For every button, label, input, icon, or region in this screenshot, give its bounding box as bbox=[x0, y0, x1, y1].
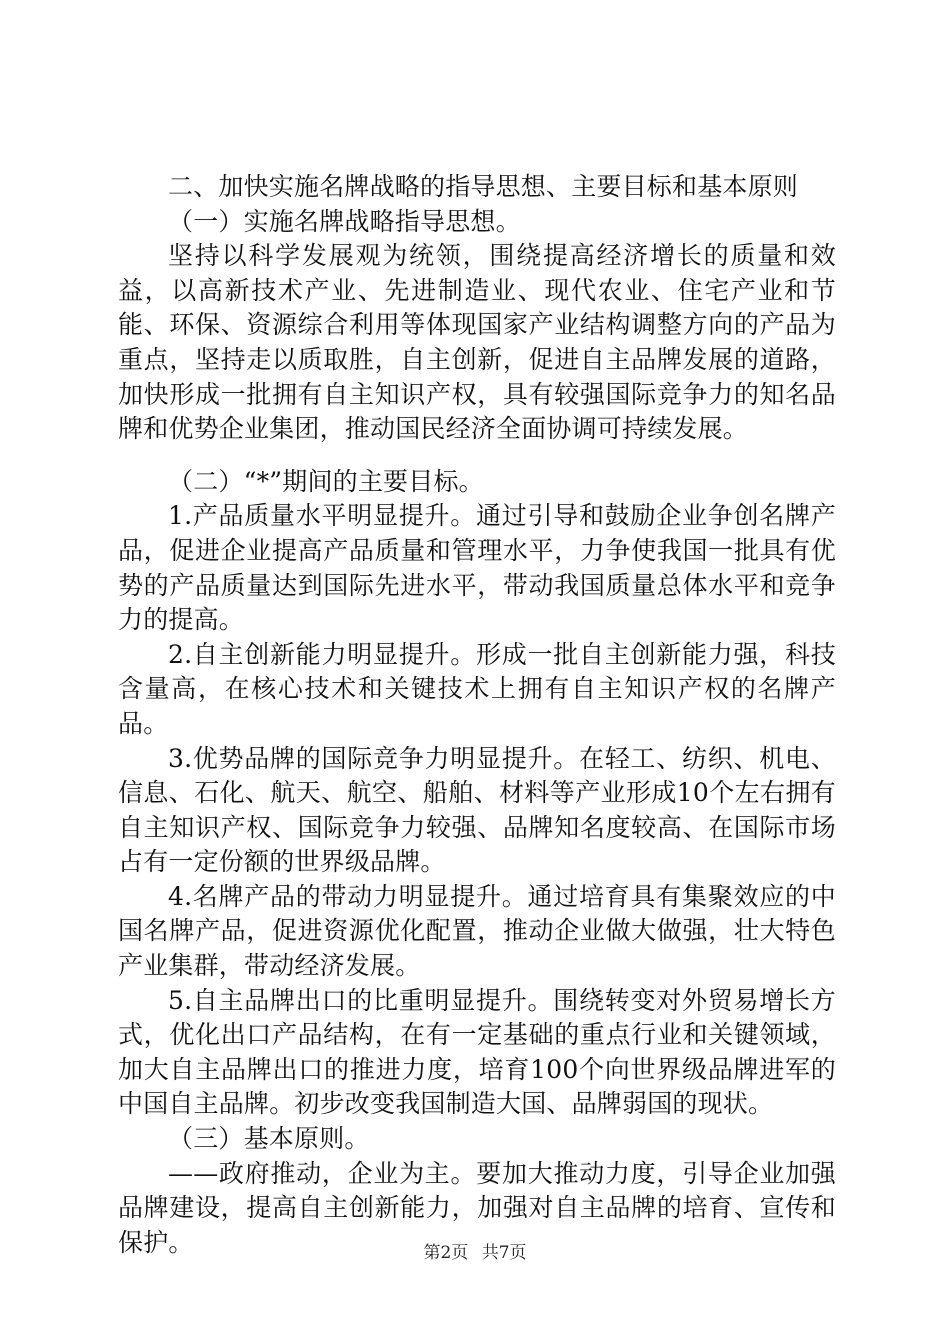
paragraph-principle-1: ——政府推动，企业为主。要加大推动力度，引导企业加强品牌建设，提高自主创新能力，加强对自主品牌的培育、宣传和保护。 bbox=[118, 1158, 836, 1257]
paragraph-goal-1: 1.产品质量水平明显提升。通过引导和鼓励企业争创名牌产品，促进企业提高产品质量和管理水平，力争使我国一批具有优势的产品质量达到国际先进水平，带动我国质量总体水平和竞争力的提高。 bbox=[118, 501, 836, 635]
paragraph-guiding-ideology: 坚持以科学发展观为统领，围绕提高经济增长的质量和效益，以高新技术产业、先进制造业、现代农业、住宅产业和节能、环保、资源综合利用等体现国家产业结构调整方向的产品为重点，坚持走以质取胜，自主创新，促进自主品牌发展的道路，加快形成一批拥有自主知识产权，具有较强国际竞争力的知名品牌和优势企业集团，推动国民经济全面协调可持续发展。 bbox=[118, 241, 836, 444]
document-body bbox=[118, 170, 836, 1260]
paragraph-goal-3: 3.优势品牌的国际竞争力明显提升。在轻工、纺织、机电、信息、石化、航天、航空、船舶、材料等产业形成10个左右拥有自主知识产权、国际竞争力较强、品牌知名度较高、在国际市场占有一定份额的世界级品牌。 bbox=[118, 743, 836, 877]
subsection-heading-guiding-ideology: （一）实施名牌战略指导思想。 bbox=[168, 206, 521, 236]
page-footer bbox=[0, 1241, 950, 1265]
section-heading: 二、加快实施名牌战略的指导思想、主要目标和基本原则 bbox=[168, 172, 799, 201]
subsection-heading-main-goals: （二）“*”期间的主要目标。 bbox=[168, 466, 484, 496]
paragraph-goal-4: 4.名牌产品的带动力明显提升。通过培育具有集聚效应的中国名牌产品，促进资源优化配置，推动企业做大做强，壮大特色产业集群，带动经济发展。 bbox=[118, 881, 836, 981]
page-total: 共7页 bbox=[481, 1243, 527, 1263]
paragraph-gap bbox=[118, 447, 836, 465]
subsection-heading-basic-principles: （三）基本原则。 bbox=[168, 1124, 370, 1154]
page-number: 第2页 bbox=[423, 1243, 469, 1263]
paragraph-goal-5: 5.自主品牌出口的比重明显提升。围绕转变对外贸易增长方式，优化出口产品结构，在有一定基础的重点行业和关键领域，加大自主品牌出口的推进力度，培育100个向世界级品牌进军的中国自主品牌。初步改变我国制造大国、品牌弱国的现状。 bbox=[118, 985, 836, 1119]
paragraph-goal-2: 2.自主创新能力明显提升。形成一批自主创新能力强，科技含量高，在核心技术和关键技术上拥有自主知识产权的名牌产品。 bbox=[118, 639, 836, 738]
